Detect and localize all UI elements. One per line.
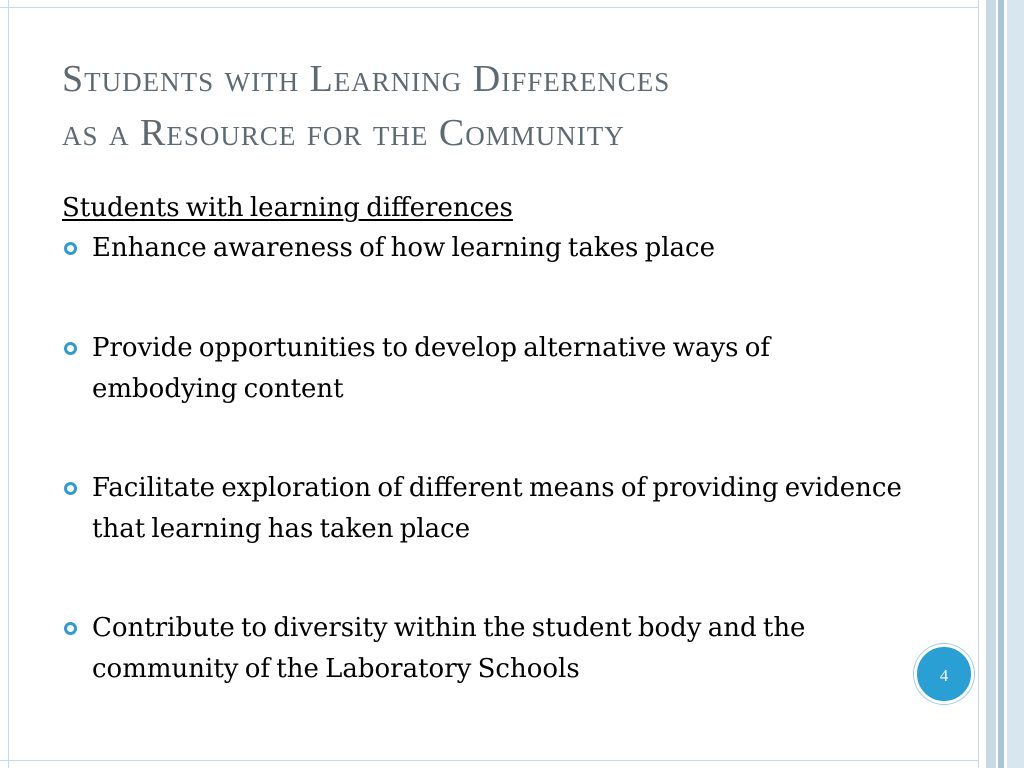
ring-bullet-icon [64, 242, 77, 255]
slide-title-line-2: as a Resource for the Community [62, 112, 625, 154]
slide-title-line-1: Students with Learning Differences [62, 58, 671, 100]
ring-bullet-icon [64, 482, 77, 495]
ring-bullet-icon [64, 622, 77, 635]
slide-title [62, 52, 962, 160]
bullet-text: Facilitate exploration of different means of providing evidence that learning has taken place [92, 473, 902, 544]
bullet-item [62, 468, 902, 550]
frame-bottom-line [0, 760, 978, 761]
ring-bullet-icon [64, 342, 77, 355]
slide-body [62, 188, 902, 690]
stripe [978, 0, 979, 768]
intro-heading: Students with learning differences [62, 193, 513, 223]
frame-left-line [0, 0, 9, 768]
stripe [1007, 0, 1024, 768]
bullet-text: Provide opportunities to develop alternative ways of embodying content [92, 333, 771, 404]
bullet-item [62, 228, 902, 269]
frame-top-line [0, 7, 978, 8]
bullet-list [62, 228, 902, 690]
bullet-item [62, 608, 902, 690]
bullet-text: Contribute to diversity within the student body and the community of the Laboratory Schools [92, 613, 806, 684]
bullet-text: Enhance awareness of how learning takes place [92, 233, 715, 263]
decorative-stripes [978, 0, 1024, 768]
bullet-item [62, 328, 902, 410]
page-number-badge: 4 [914, 644, 974, 704]
stripe [986, 0, 996, 768]
